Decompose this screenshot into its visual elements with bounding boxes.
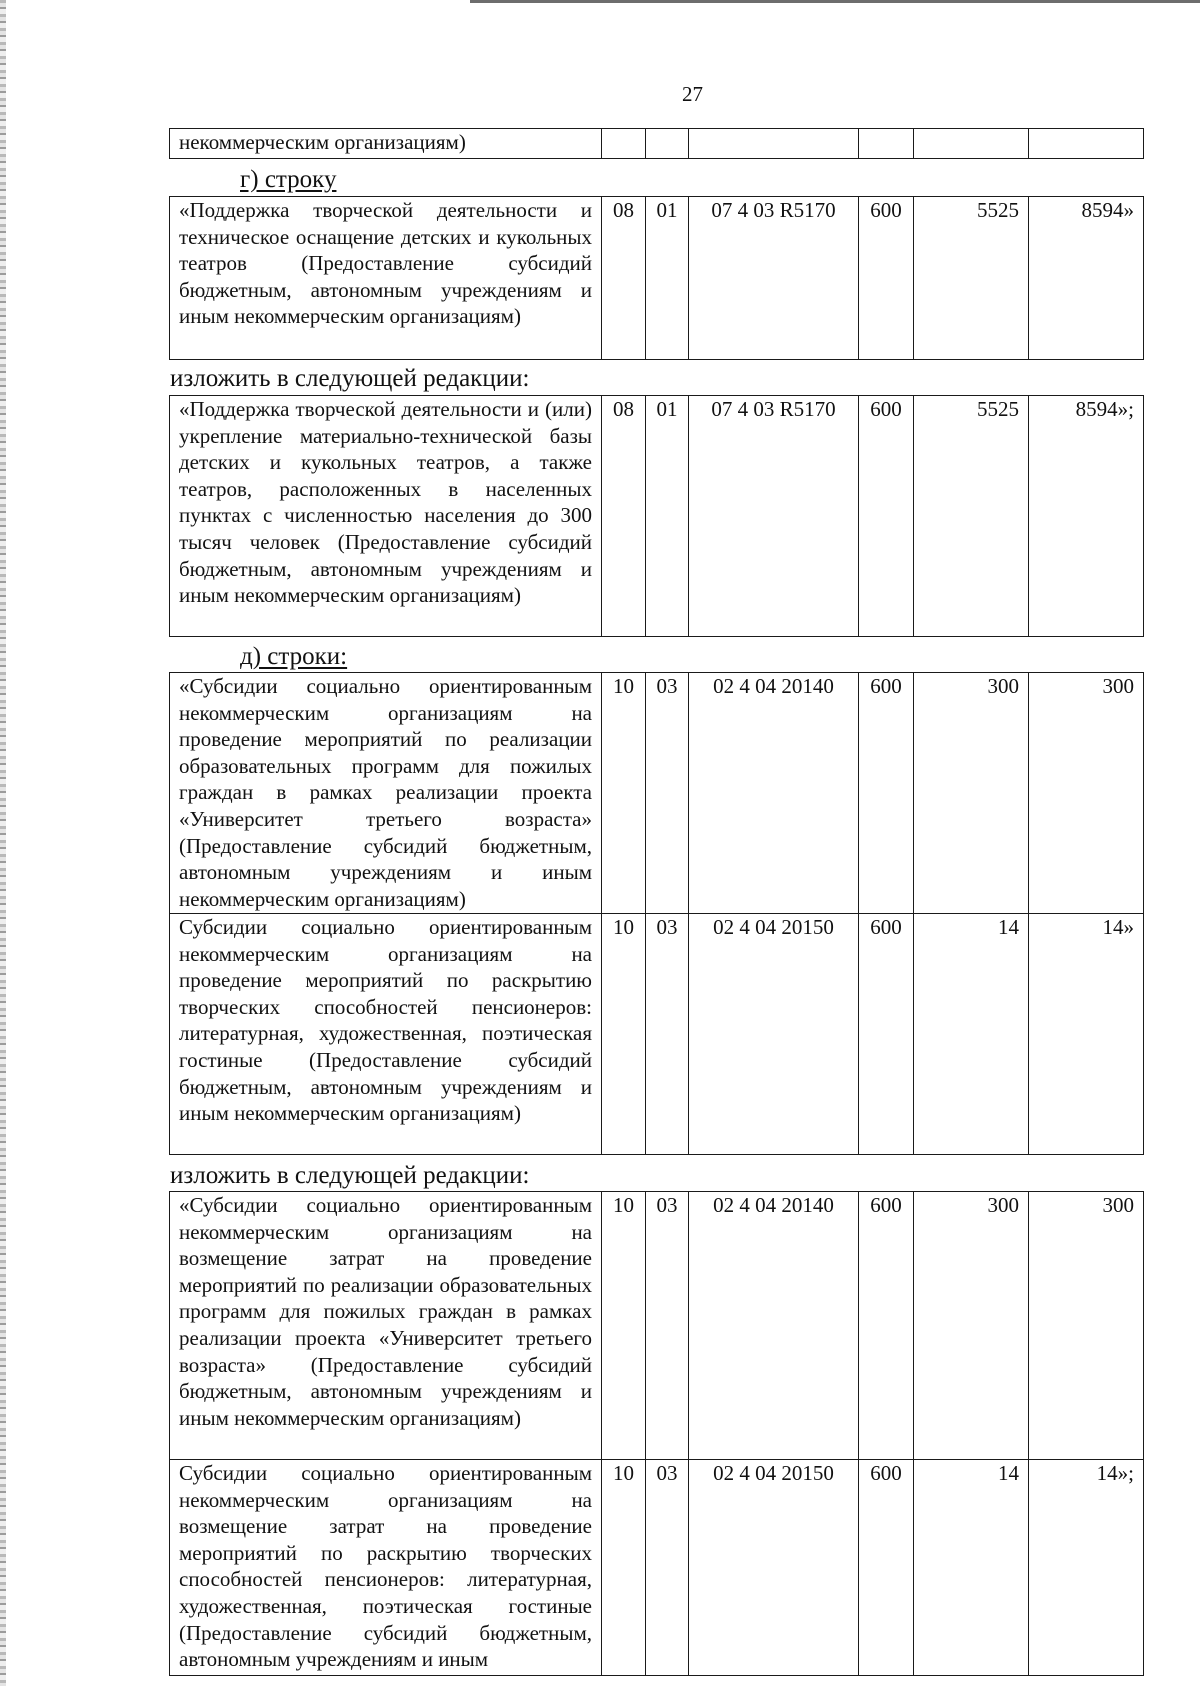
target-article-cell: 02 4 04 20140 xyxy=(689,1192,859,1460)
table-row xyxy=(170,1192,1144,1460)
subsection-code-cell: 03 xyxy=(646,1192,689,1460)
table-row xyxy=(170,396,1144,637)
scan-edge-left xyxy=(0,0,6,1686)
target-article-cell: 07 4 03 R5170 xyxy=(689,396,859,637)
table-row xyxy=(170,129,1144,159)
table-row xyxy=(170,197,1144,360)
table-d-new xyxy=(169,1191,1144,1676)
expense-type-cell: 600 xyxy=(859,197,914,360)
amount-1-cell: 300 xyxy=(914,1192,1029,1460)
subsection-code-cell: 03 xyxy=(646,914,689,1155)
section-code-cell: 10 xyxy=(602,673,646,914)
section-code-cell: 08 xyxy=(602,396,646,637)
section-code-cell: 10 xyxy=(602,1192,646,1460)
amount-2-cell: 300 xyxy=(1029,673,1144,914)
amount-1-cell: 14 xyxy=(914,1460,1029,1676)
target-article-cell: 02 4 04 20140 xyxy=(689,673,859,914)
amount-2-cell: 8594» xyxy=(1029,197,1144,360)
expense-type-cell: 600 xyxy=(859,1460,914,1676)
subsection-code-cell: 03 xyxy=(646,673,689,914)
heading-d: д) строки: xyxy=(240,643,348,670)
amount-1-cell: 5525 xyxy=(914,396,1029,637)
expense-type-cell: 600 xyxy=(859,396,914,637)
table-d-old xyxy=(169,672,1144,1155)
expense-type-cell: 600 xyxy=(859,1192,914,1460)
table-row xyxy=(170,1460,1144,1676)
expense-type-cell: 600 xyxy=(859,673,914,914)
amount-2-cell: 14»; xyxy=(1029,1460,1144,1676)
row-name-cell: «Субсидии социально ориентированным некоммерческим организациям на возмещение затрат на проведение мероприятий по реализации образовательных программ для пожилых граждан в рамках реализации проекта «Университет третьего возраста» (Предоставление субсидий бюджетным, автономным учреждениям и иным некоммерческим организациям) xyxy=(170,1192,602,1460)
amount-2-cell: 300 xyxy=(1029,1192,1144,1460)
table-row xyxy=(170,673,1144,914)
table-row xyxy=(170,914,1144,1155)
row-name-cell: Субсидии социально ориентированным некоммерческим организациям на проведение мероприятий по раскрытию творческих способностей пенсионеров: литературная, художественная, поэтическая гостиные (Предоставление субсидий бюджетным, автономным учреждениям и иным некоммерческим организациям) xyxy=(170,914,602,1155)
table-g-old xyxy=(169,196,1144,360)
row-name-cell: некоммерческим организациям) xyxy=(170,129,602,159)
amount-2-cell: 14» xyxy=(1029,914,1144,1155)
section-code-cell: 10 xyxy=(602,914,646,1155)
table-fragment-top xyxy=(169,128,1144,159)
scan-edge-top xyxy=(470,0,1200,3)
row-name-cell: «Субсидии социально ориентированным некоммерческим организациям на проведение мероприятий по реализации образовательных программ для пожилых граждан в рамках реализации проекта «Университет третьего возраста» (Предоставление субсидий бюджетным, автономным учреждениям и иным некоммерческим организациям) xyxy=(170,673,602,914)
expense-type-cell: 600 xyxy=(859,914,914,1155)
section-code-cell: 10 xyxy=(602,1460,646,1676)
table-g-new xyxy=(169,395,1144,637)
subsection-code-cell: 01 xyxy=(646,197,689,360)
heading-replace-2: изложить в следующей редакции: xyxy=(170,1162,530,1189)
page-number: 27 xyxy=(682,82,703,106)
row-name-cell: «Поддержка творческой деятельности и (или) укрепление материально-технической базы детских и кукольных театров, а также театров, расположенных в населенных пунктах с численностью населения до 300 тысяч человек (Предоставление субсидий бюджетным, автономным учреждениям и иным некоммерческим организациям) xyxy=(170,396,602,637)
target-article-cell: 02 4 04 20150 xyxy=(689,914,859,1155)
amount-1-cell: 300 xyxy=(914,673,1029,914)
subsection-code-cell: 03 xyxy=(646,1460,689,1676)
heading-g: г) строку xyxy=(240,166,337,193)
subsection-code-cell: 01 xyxy=(646,396,689,637)
heading-replace-1: изложить в следующей редакции: xyxy=(170,365,530,392)
amount-1-cell: 5525 xyxy=(914,197,1029,360)
row-name-cell: Субсидии социально ориентированным некоммерческим организациям на возмещение затрат на проведение мероприятий по раскрытию творческих способностей пенсионеров: литературная, художественная, поэтическая гостиные (Предоставление субсидий бюджетным, автономным учреждениям и иным xyxy=(170,1460,602,1676)
target-article-cell: 07 4 03 R5170 xyxy=(689,197,859,360)
row-name-cell: «Поддержка творческой деятельности и техническое оснащение детских и кукольных театров (Предоставление субсидий бюджетным, автономным учреждениям и иным некоммерческим организациям) xyxy=(170,197,602,360)
target-article-cell: 02 4 04 20150 xyxy=(689,1460,859,1676)
amount-1-cell: 14 xyxy=(914,914,1029,1155)
section-code-cell: 08 xyxy=(602,197,646,360)
amount-2-cell: 8594»; xyxy=(1029,396,1144,637)
